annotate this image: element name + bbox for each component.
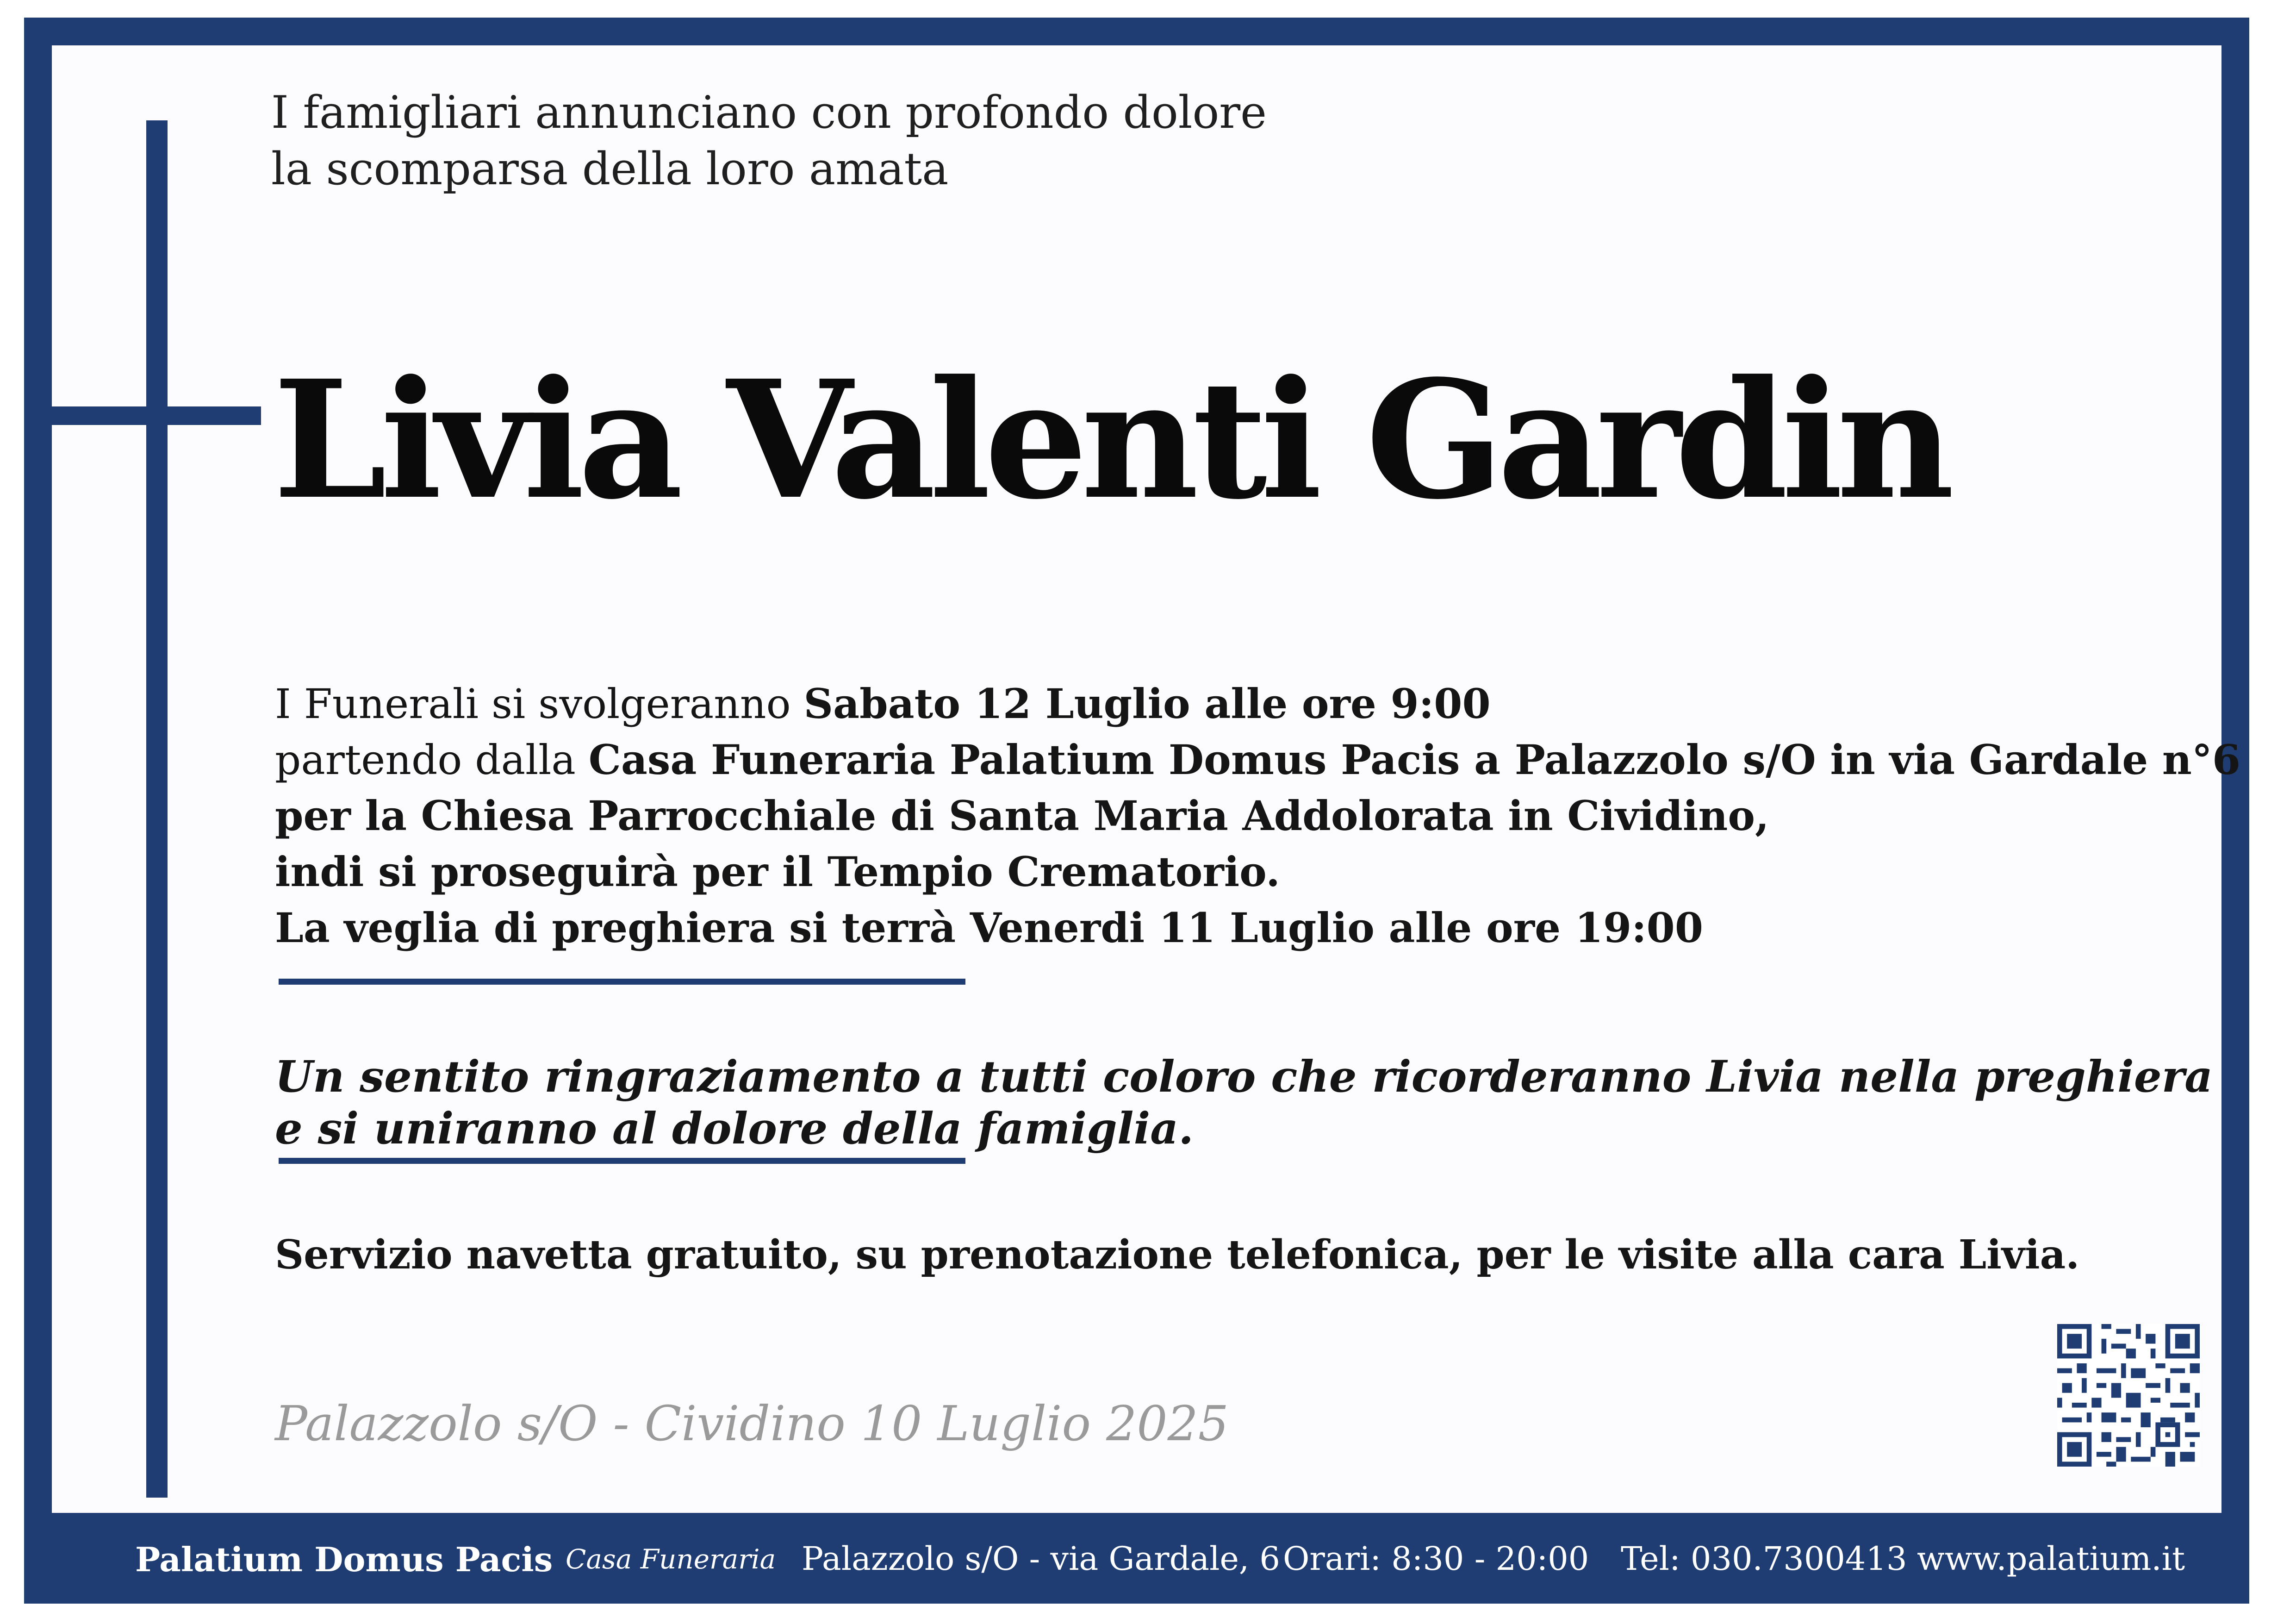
cross-vertical-bar — [146, 120, 168, 1498]
footer-phone: Tel: 030.7300413 — [1621, 1540, 1907, 1578]
cross-horizontal-bar — [52, 406, 261, 425]
thanks-line-1: Un sentito ringraziamento a tutti coloro che ricorderanno Livia nella preghiera — [275, 1051, 2213, 1102]
place-date: Palazzolo s/O - Cividino 10 Luglio 2025 — [275, 1395, 1229, 1452]
footer-hours: Orari: 8:30 - 20:00 — [1283, 1540, 1589, 1578]
funeral-line-2-text: partendo dalla — [275, 736, 589, 784]
funeral-date: Sabato 12 Luglio alle ore 9:00 — [803, 680, 1491, 728]
funeral-crematorium: indi si proseguirà per il Tempio Crematorio. — [275, 848, 1280, 896]
funeral-details — [275, 676, 2241, 956]
intro-line-1: I famigliari annunciano con profondo dolore — [271, 87, 1267, 138]
qr-code-icon — [2057, 1324, 2200, 1467]
footer-brand: Palatium Domus Pacis — [135, 1540, 553, 1579]
footer-business-type: Casa Funeraria — [566, 1543, 776, 1575]
funeral-church: per la Chiesa Parrocchiale di Santa Maria Addolorata in Cividino, — [275, 792, 1769, 840]
thanks-text — [275, 1051, 2219, 1155]
divider-bottom — [279, 1158, 965, 1164]
shuttle-notice: Servizio navetta gratuito, su prenotazione telefonica, per le visite alla cara Livia. — [275, 1231, 2080, 1278]
funeral-line-3 — [275, 788, 2219, 844]
funeral-line-1 — [275, 676, 2219, 732]
funeral-line-5 — [275, 900, 2219, 956]
funeral-vigil: La veglia di preghiera si terrà Venerdi 11 Luglio alle ore 19:00 — [275, 904, 1704, 952]
divider-top — [279, 979, 965, 985]
funeral-line-1-text: I Funerali si svolgeranno — [275, 680, 804, 728]
funeral-line-4 — [275, 844, 2219, 900]
deceased-name: Livia Valenti Gardin — [273, 344, 1948, 535]
footer-address: Palazzolo s/O - via Gardale, 6 — [802, 1540, 1280, 1578]
funeral-line-2 — [275, 732, 2241, 788]
footer-bar — [24, 1510, 2249, 1604]
funeral-departure: Casa Funeraria Palatium Domus Pacis a Palazzolo s/O in via Gardale n°6 — [588, 736, 2241, 784]
footer-website: www.palatium.it — [1917, 1540, 2185, 1578]
thanks-line-2: e si uniranno al dolore della famiglia. — [275, 1103, 1194, 1154]
intro-text — [271, 84, 1660, 197]
intro-line-2: la scomparsa della loro amata — [271, 143, 949, 195]
